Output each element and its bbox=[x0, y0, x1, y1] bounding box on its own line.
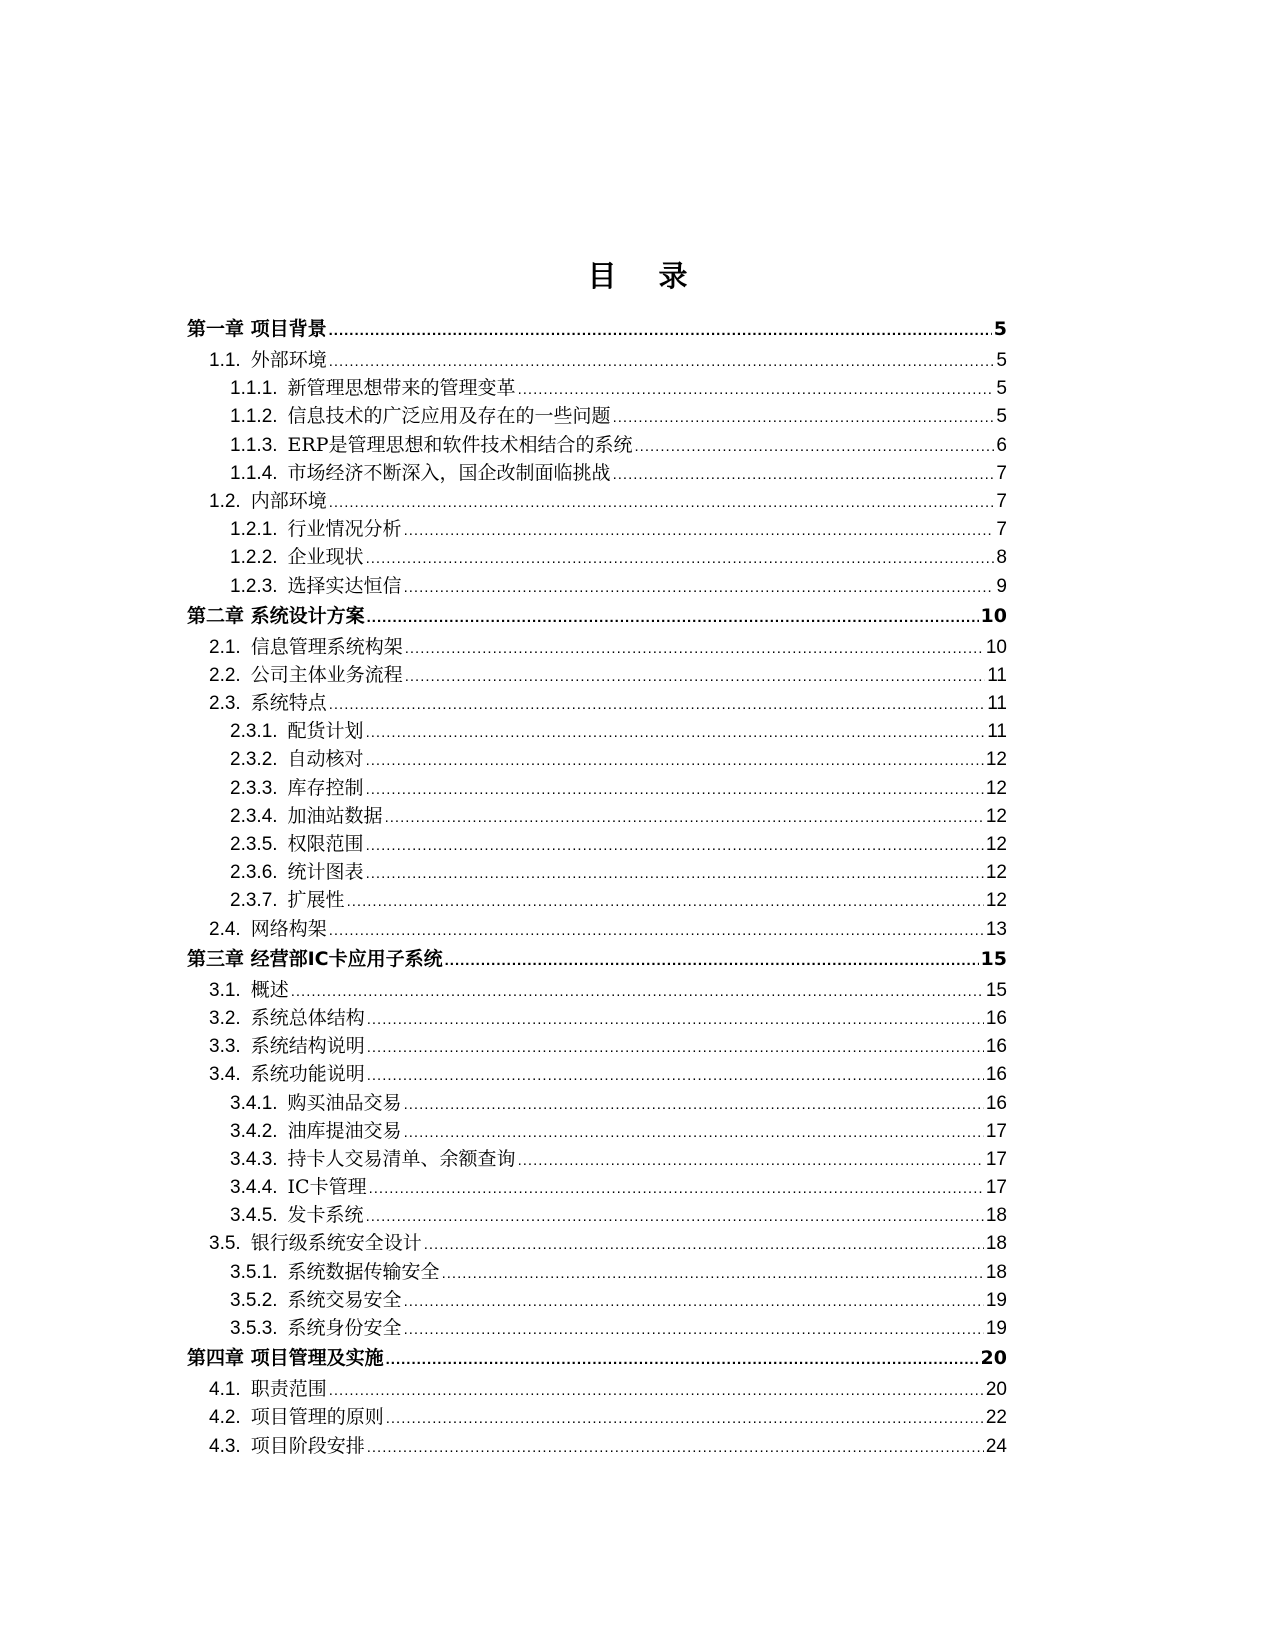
toc-entry-title: 发卡系统 bbox=[287, 1204, 364, 1227]
toc-entry-number: 2.3.6. bbox=[230, 862, 278, 884]
toc-entry-number: 3.3. bbox=[209, 1036, 241, 1058]
toc-section-entry[interactable] bbox=[187, 830, 1007, 858]
toc-section-entry[interactable] bbox=[187, 774, 1007, 802]
toc-entry-number: 1.2.1. bbox=[230, 519, 278, 541]
toc-dot-leader bbox=[329, 689, 986, 719]
toc-entry-title: 第四章 项目管理及实施 bbox=[187, 1347, 384, 1370]
toc-dot-leader bbox=[366, 830, 984, 860]
toc-page-number: 11 bbox=[987, 693, 1007, 715]
toc-page-number: 7 bbox=[996, 490, 1007, 512]
toc-section-entry[interactable] bbox=[187, 1060, 1007, 1088]
toc-chapter-entry[interactable] bbox=[187, 313, 1007, 346]
toc-entry-title: 行业情况分析 bbox=[287, 518, 402, 541]
toc-section-entry[interactable] bbox=[187, 633, 1007, 661]
toc-entry-title: 信息管理系统构架 bbox=[250, 635, 403, 658]
toc-entry-title: 购买油品交易 bbox=[287, 1091, 402, 1114]
toc-section-entry[interactable] bbox=[187, 1173, 1007, 1201]
toc-entry-title: 企业现状 bbox=[287, 546, 364, 569]
toc-page-number: 15 bbox=[980, 947, 1007, 970]
toc-dot-leader bbox=[445, 943, 979, 977]
toc-section-entry[interactable] bbox=[187, 745, 1007, 773]
toc-page-number: 12 bbox=[985, 834, 1007, 855]
toc-dot-leader bbox=[366, 543, 995, 573]
toc-entry-number: 2.3.1. bbox=[230, 721, 278, 743]
toc-entry-number: 3.4.5. bbox=[230, 1205, 278, 1227]
toc-dot-leader bbox=[404, 1314, 984, 1344]
toc-entry-title: 系统结构说明 bbox=[250, 1035, 365, 1058]
toc-entry-number: 2.3.4. bbox=[230, 805, 278, 827]
toc-entry-number: 2.2. bbox=[209, 664, 241, 686]
toc-section-entry[interactable] bbox=[187, 858, 1007, 886]
toc-page-number: 5 bbox=[996, 406, 1007, 428]
toc-page-number: 10 bbox=[985, 636, 1007, 658]
toc-section-entry[interactable] bbox=[187, 402, 1007, 430]
toc-entry-number: 4.1. bbox=[209, 1379, 241, 1401]
toc-section-entry[interactable] bbox=[187, 1004, 1007, 1032]
toc-section-entry[interactable] bbox=[187, 1032, 1007, 1060]
toc-entry-number: 2.3.2. bbox=[230, 749, 278, 771]
toc-entry-number: 1.2.3. bbox=[230, 575, 278, 597]
toc-entry-number: 2.3.7. bbox=[230, 890, 278, 912]
toc-entry-number: 2.1. bbox=[209, 636, 241, 658]
toc-page-number: 16 bbox=[985, 1092, 1007, 1114]
toc-dot-leader bbox=[404, 1286, 984, 1316]
toc-entry-title: 概述 bbox=[250, 978, 289, 1001]
toc-entry-title: 信息技术的广泛应用及存在的一些问题 bbox=[287, 405, 611, 428]
toc-dot-leader bbox=[386, 1342, 979, 1376]
toc-section-entry[interactable] bbox=[187, 572, 1007, 600]
toc-section-entry[interactable] bbox=[187, 661, 1007, 689]
toc-entry-number: 2.3.5. bbox=[230, 834, 278, 855]
toc-section-entry[interactable] bbox=[187, 1314, 1007, 1342]
toc-page-number: 16 bbox=[985, 1036, 1007, 1058]
toc-section-entry[interactable] bbox=[187, 802, 1007, 830]
toc-entry-title: 持卡人交易清单、余额查询 bbox=[287, 1147, 516, 1170]
toc-page-number: 10 bbox=[980, 604, 1007, 627]
toc-entry-title: 选择实达恒信 bbox=[287, 574, 402, 597]
toc-entry-number: 3.5.2. bbox=[230, 1289, 278, 1311]
toc-dot-leader bbox=[366, 745, 984, 775]
toc-entry-title: 系统交易安全 bbox=[287, 1288, 402, 1311]
toc-section-entry[interactable] bbox=[187, 1432, 1007, 1460]
toc-section-entry[interactable] bbox=[187, 886, 1007, 914]
toc-dot-leader bbox=[367, 1004, 984, 1034]
toc-page-number: 18 bbox=[985, 1261, 1007, 1283]
toc-dot-leader bbox=[404, 515, 995, 545]
toc-entry-title: 加油站数据 bbox=[287, 804, 383, 827]
toc-dot-leader bbox=[367, 1032, 984, 1062]
toc-entry-title: 库存控制 bbox=[287, 776, 364, 799]
toc-dot-leader bbox=[613, 459, 995, 489]
toc-dot-leader bbox=[347, 886, 984, 916]
toc-entry-title: 公司主体业务流程 bbox=[250, 663, 403, 686]
toc-page-number: 15 bbox=[985, 979, 1007, 1001]
toc-entry-number: 1.2.2. bbox=[230, 547, 278, 569]
toc-page-number: 6 bbox=[996, 434, 1007, 456]
toc-entry-title: 扩展性 bbox=[287, 889, 345, 912]
toc-page-number: 12 bbox=[985, 862, 1007, 884]
toc-page-number: 16 bbox=[985, 1007, 1007, 1029]
toc-dot-leader bbox=[369, 1173, 984, 1203]
toc-page-number: 7 bbox=[996, 462, 1007, 484]
toc-dot-leader bbox=[366, 1201, 984, 1231]
toc-entry-title: 权限范围 bbox=[287, 833, 364, 855]
toc-dot-leader bbox=[404, 572, 995, 602]
toc-page-number: 12 bbox=[985, 890, 1007, 912]
toc-page-number: 18 bbox=[985, 1205, 1007, 1227]
toc-dot-leader bbox=[635, 431, 995, 461]
toc-dot-leader bbox=[613, 402, 995, 432]
toc-section-entry[interactable] bbox=[187, 1258, 1007, 1286]
toc-dot-leader bbox=[291, 976, 984, 1006]
toc-page-number: 16 bbox=[985, 1064, 1007, 1086]
toc-dot-leader bbox=[329, 1375, 984, 1405]
toc-dot-leader bbox=[367, 1060, 984, 1090]
toc-entry-title: ERP是管理思想和软件技术相结合的系统 bbox=[287, 433, 633, 456]
toc-entry-number: 2.3. bbox=[209, 693, 241, 715]
toc-page-number: 20 bbox=[985, 1379, 1007, 1401]
toc-section-entry[interactable] bbox=[187, 915, 1007, 943]
toc-entry-number: 3.5. bbox=[209, 1233, 241, 1255]
toc-dot-leader bbox=[405, 633, 984, 663]
toc-dot-leader bbox=[366, 858, 984, 888]
toc-entry-title: 第三章 经营部IC卡应用子系统 bbox=[187, 947, 443, 970]
toc-entry-number: 1.1.1. bbox=[230, 378, 278, 400]
toc-entry-title: 第二章 系统设计方案 bbox=[187, 604, 365, 627]
toc-section-entry[interactable] bbox=[187, 976, 1007, 1004]
toc-entry-title: 外部环境 bbox=[250, 349, 327, 371]
toc-section-entry[interactable] bbox=[187, 346, 1007, 374]
toc-dot-leader bbox=[366, 774, 984, 804]
toc-page-number: 17 bbox=[985, 1120, 1007, 1142]
toc-page-number: 12 bbox=[985, 777, 1007, 799]
toc-entry-title: 自动核对 bbox=[287, 748, 364, 771]
toc-entry-title: 系统数据传输安全 bbox=[287, 1260, 440, 1283]
toc-dot-leader bbox=[367, 600, 979, 634]
toc-section-entry[interactable] bbox=[187, 1201, 1007, 1229]
toc-page-number: 5 bbox=[996, 350, 1007, 371]
toc-section-entry[interactable] bbox=[187, 1286, 1007, 1314]
toc-page-number: 20 bbox=[980, 1347, 1007, 1370]
toc-entry-title: 配货计划 bbox=[287, 720, 364, 743]
toc-chapter-entry[interactable] bbox=[187, 943, 1007, 976]
toc-page-number: 11 bbox=[987, 721, 1007, 743]
toc-dot-leader bbox=[404, 1117, 984, 1147]
toc-dot-leader bbox=[442, 1258, 984, 1288]
toc-entry-title: 市场经济不断深入，国企改制面临挑战 bbox=[287, 461, 611, 484]
toc-entry-title: 网络构架 bbox=[250, 917, 327, 940]
toc-section-entry[interactable] bbox=[187, 717, 1007, 745]
toc-section-entry[interactable] bbox=[187, 543, 1007, 571]
toc-section-entry[interactable] bbox=[187, 1089, 1007, 1117]
toc-entry-number: 3.5.3. bbox=[230, 1318, 278, 1339]
toc-dot-leader bbox=[385, 802, 984, 832]
toc-page-number: 17 bbox=[985, 1148, 1007, 1170]
toc-entry-number: 3.4.2. bbox=[230, 1120, 278, 1142]
toc-entry-number: 4.3. bbox=[209, 1435, 241, 1457]
toc-page-number: 17 bbox=[985, 1177, 1007, 1199]
toc-page-number: 13 bbox=[985, 918, 1007, 940]
toc-section-entry[interactable] bbox=[187, 1403, 1007, 1431]
toc-page-number: 7 bbox=[996, 519, 1007, 541]
toc-entry-title: 第一章 项目背景 bbox=[187, 318, 327, 340]
toc-page-number: 11 bbox=[987, 664, 1007, 686]
toc-entry-title: 银行级系统安全设计 bbox=[250, 1232, 422, 1255]
toc-entry-title: 项目管理的原则 bbox=[250, 1406, 384, 1429]
table-of-contents bbox=[187, 313, 1007, 1460]
toc-page-number: 18 bbox=[985, 1233, 1007, 1255]
toc-dot-leader bbox=[518, 374, 995, 404]
toc-page-number: 5 bbox=[996, 378, 1007, 400]
toc-section-entry[interactable] bbox=[187, 1375, 1007, 1403]
toc-entry-title: 油库提油交易 bbox=[287, 1119, 402, 1142]
toc-dot-leader bbox=[405, 661, 986, 691]
toc-page-number: 5 bbox=[993, 318, 1007, 340]
toc-entry-number: 1.2. bbox=[209, 490, 241, 512]
page-title: 目 录 bbox=[587, 259, 704, 293]
toc-entry-number: 4.2. bbox=[209, 1407, 241, 1429]
toc-entry-title: 系统身份安全 bbox=[287, 1317, 402, 1339]
toc-entry-number: 1.1.2. bbox=[230, 406, 278, 428]
toc-entry-title: 职责范围 bbox=[250, 1378, 327, 1401]
toc-entry-title: 新管理思想带来的管理变革 bbox=[287, 377, 516, 400]
toc-entry-title: 系统功能说明 bbox=[250, 1063, 365, 1086]
toc-page-number: 22 bbox=[985, 1407, 1007, 1429]
toc-entry-number: 3.1. bbox=[209, 979, 241, 1001]
toc-dot-leader bbox=[329, 313, 992, 347]
toc-entry-number: 3.4.1. bbox=[230, 1092, 278, 1114]
toc-dot-leader bbox=[386, 1403, 984, 1433]
toc-section-entry[interactable] bbox=[187, 1117, 1007, 1145]
toc-section-entry[interactable] bbox=[187, 374, 1007, 402]
toc-entry-number: 3.4. bbox=[209, 1064, 241, 1086]
toc-section-entry[interactable] bbox=[187, 1229, 1007, 1257]
toc-section-entry[interactable] bbox=[187, 1145, 1007, 1173]
toc-section-entry[interactable] bbox=[187, 689, 1007, 717]
toc-page-number: 9 bbox=[996, 575, 1007, 597]
toc-page-number: 24 bbox=[985, 1435, 1007, 1457]
toc-entry-number: 3.2. bbox=[209, 1007, 241, 1029]
toc-entry-number: 3.5.1. bbox=[230, 1261, 278, 1283]
toc-dot-leader bbox=[518, 1145, 984, 1175]
toc-dot-leader bbox=[404, 1089, 984, 1119]
toc-entry-number: 3.4.3. bbox=[230, 1148, 278, 1170]
toc-entry-title: IC卡管理 bbox=[287, 1176, 367, 1199]
toc-entry-number: 1.1. bbox=[209, 350, 241, 371]
toc-page-number: 19 bbox=[985, 1318, 1007, 1339]
toc-dot-leader bbox=[424, 1229, 984, 1259]
toc-page-number: 12 bbox=[985, 749, 1007, 771]
toc-entry-title: 系统特点 bbox=[250, 692, 327, 715]
toc-chapter-entry[interactable] bbox=[187, 1342, 1007, 1375]
toc-entry-number: 3.4.4. bbox=[230, 1177, 278, 1199]
toc-page-number: 8 bbox=[996, 547, 1007, 569]
toc-entry-title: 内部环境 bbox=[250, 489, 327, 512]
toc-dot-leader bbox=[367, 1432, 984, 1462]
toc-entry-title: 统计图表 bbox=[287, 861, 364, 884]
toc-section-entry[interactable] bbox=[187, 515, 1007, 543]
toc-entry-number: 1.1.4. bbox=[230, 462, 278, 484]
toc-chapter-entry[interactable] bbox=[187, 600, 1007, 633]
toc-entry-number: 2.4. bbox=[209, 918, 241, 940]
toc-dot-leader bbox=[329, 915, 984, 945]
toc-entry-title: 项目阶段安排 bbox=[250, 1434, 365, 1457]
toc-dot-leader bbox=[329, 346, 995, 376]
toc-dot-leader bbox=[329, 487, 995, 517]
toc-entry-title: 系统总体结构 bbox=[250, 1006, 365, 1029]
toc-entry-number: 1.1.3. bbox=[230, 434, 278, 456]
toc-section-entry[interactable] bbox=[187, 459, 1007, 487]
toc-section-entry[interactable] bbox=[187, 487, 1007, 515]
toc-section-entry[interactable] bbox=[187, 431, 1007, 459]
toc-entry-number: 2.3.3. bbox=[230, 777, 278, 799]
toc-page-number: 19 bbox=[985, 1289, 1007, 1311]
toc-page-number: 12 bbox=[985, 805, 1007, 827]
toc-dot-leader bbox=[366, 717, 986, 747]
